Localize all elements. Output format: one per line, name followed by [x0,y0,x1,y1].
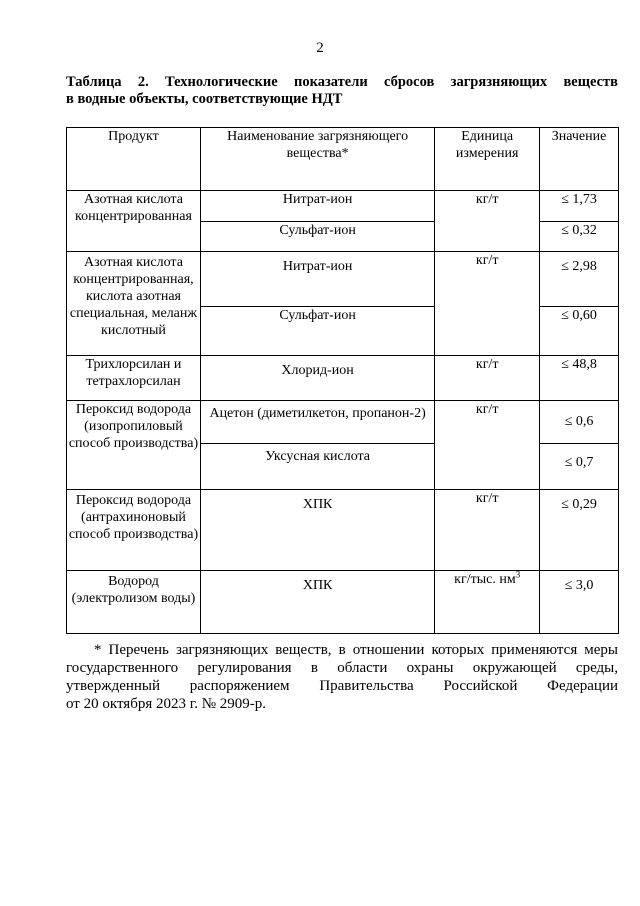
value-cell: ≤ 1,73 [540,191,619,222]
substance-cell: ХПК [200,490,434,571]
table-caption [66,74,618,108]
value-cell: ≤ 0,29 [540,490,619,571]
product-cell: Азотная кислота концентрированная [67,191,201,252]
substance-cell: Нитрат-ион [200,252,434,307]
header-unit: Единица измерения [435,128,540,191]
value-cell: ≤ 48,8 [540,356,619,401]
caption-line-1: Таблица 2. Технологические показатели сбросов загрязняющих веществ [66,74,618,90]
substance-cell: Уксусная кислота [200,444,434,490]
table-row [67,571,619,634]
footnote-line-2: государственного регулирования в области охраны окружающей среды, [66,660,618,676]
page-number: 2 [316,40,324,56]
value-cell: ≤ 0,7 [540,444,619,490]
value-cell: ≤ 0,6 [540,401,619,444]
substance-cell: Ацетон (диметилкетон, пропанон-2) [200,401,434,444]
footnote-line-3: утвержденный распоряжением Правительства Российской Федерации [66,678,618,694]
unit-superscript: 3 [515,569,521,580]
table-row [67,191,619,222]
unit-cell: кг/т [435,490,540,571]
unit-cell: кг/т [435,191,540,252]
unit-text: кг/тыс. нм [454,572,516,587]
unit-cell [435,571,540,634]
unit-cell: кг/т [435,252,540,356]
product-cell: Водород (электролизом воды) [67,571,201,634]
product-cell: Пероксид водорода (антрахиноновый способ производства) [67,490,201,571]
ndt-discharge-table [66,127,619,634]
substance-cell: Хлорид-ион [200,356,434,401]
product-cell: Пероксид водорода (изопропиловый способ производства) [67,401,201,490]
table-row [67,401,619,444]
header-substance: Наименование загрязняющего вещества* [200,128,434,191]
substance-cell: Сульфат-ион [200,307,434,356]
substance-cell: Сульфат-ион [200,221,434,252]
product-cell: Трихлорсилан и тетрахлорсилан [67,356,201,401]
table-header-row [67,128,619,191]
product-cell: Азотная кислота концентрированная, кислота азотная специальная, меланж кислотный [67,252,201,356]
table-row [67,490,619,571]
unit-cell: кг/т [435,401,540,490]
footnote-line-4: от 20 октября 2023 г. № 2909-р. [66,696,267,712]
substance-cell: Нитрат-ион [200,191,434,222]
value-cell: ≤ 3,0 [540,571,619,634]
value-cell: ≤ 0,60 [540,307,619,356]
table-row [67,252,619,307]
value-cell: ≤ 2,98 [540,252,619,307]
header-product: Продукт [67,128,201,191]
unit-cell: кг/т [435,356,540,401]
caption-line-2: в водные объекты, соответствующие НДТ [66,91,343,107]
footnote-line-1: * Перечень загрязняющих веществ, в отношении которых применяются меры [94,642,618,658]
table-row [67,356,619,401]
header-value: Значение [540,128,619,191]
value-cell: ≤ 0,32 [540,221,619,252]
substance-cell: ХПК [200,571,434,634]
footnote [66,641,618,713]
